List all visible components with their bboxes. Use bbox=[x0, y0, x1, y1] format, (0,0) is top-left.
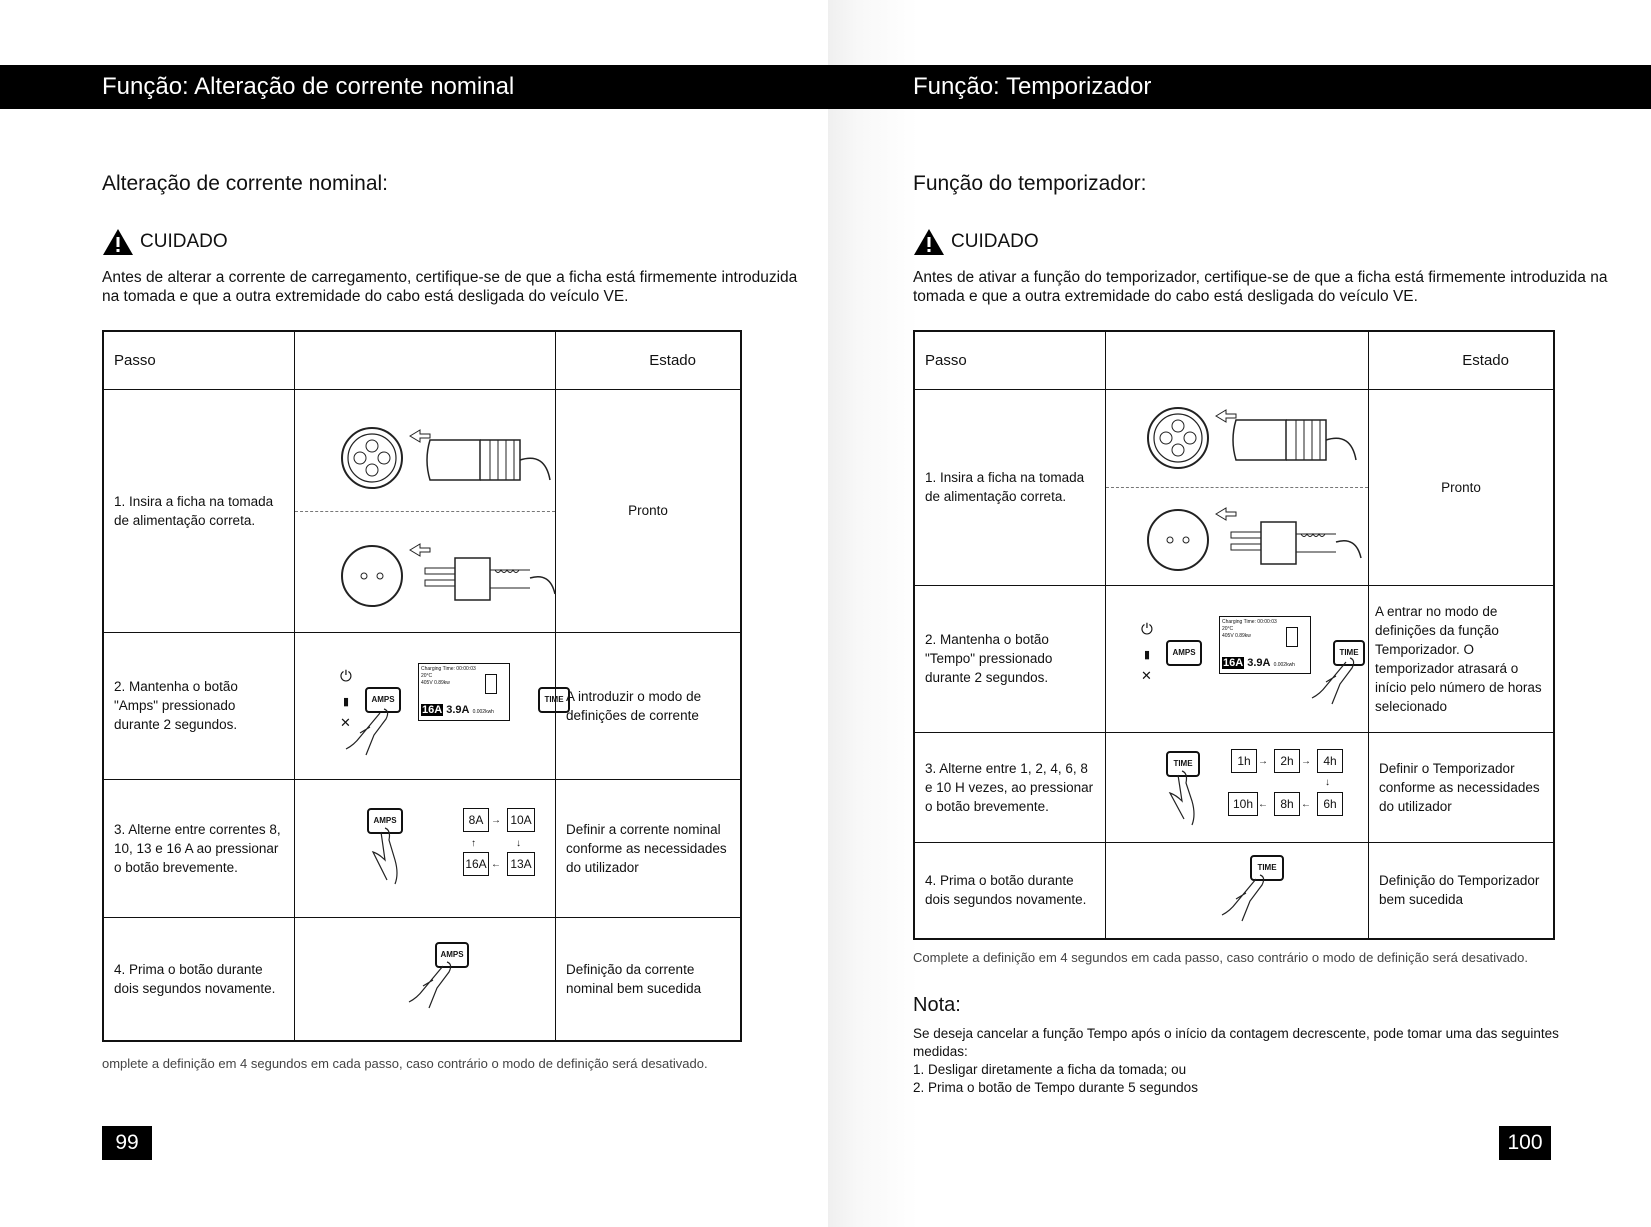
state-text: Pronto bbox=[1369, 389, 1555, 585]
col-header-state: Estado bbox=[1369, 331, 1555, 389]
col-header-state: Estado bbox=[556, 331, 742, 389]
nota-line: Se deseja cancelar a função Tempo após o início da contagem decrescente, pode tomar uma das seguintes medidas: bbox=[913, 1026, 1559, 1059]
col-header-step: Passo bbox=[103, 331, 295, 389]
display-time: Charging Time: 00:00:03 bbox=[1222, 618, 1277, 625]
lcd-battery-icon bbox=[485, 674, 497, 694]
cycle-8h: 8h bbox=[1274, 792, 1300, 816]
footnote: omplete a definição em 4 segundos em cada passo, caso contrário o modo de definição será desativado. bbox=[102, 1056, 708, 1071]
caution-text: Antes de ativar a função do temporizador, certifique-se de que a ficha está firmemente introduzida na tomada e que a outra extremidade do cabo está desligada do veículo VE. bbox=[913, 269, 1608, 305]
footnote: Complete a definição em 4 segundos em cada passo, caso contrário o modo de definição será desativado. bbox=[913, 950, 1528, 965]
nota-title: Nota: bbox=[913, 994, 961, 1016]
display-time: Charging Time: 00:00:03 bbox=[421, 665, 476, 672]
display-energy: 0.002kwh bbox=[472, 708, 494, 715]
amps-button: AMPS bbox=[367, 808, 403, 834]
step-text: 1. Insira a ficha na tomada de alimentação correta. bbox=[103, 389, 295, 632]
steps-table bbox=[102, 330, 742, 1042]
col-header-image bbox=[295, 331, 556, 389]
step-image bbox=[295, 779, 556, 917]
hand-press-icon bbox=[365, 826, 435, 896]
state-text: Definição da corrente nominal bem sucedida bbox=[556, 917, 742, 1041]
step-text: 2. Mantenha o botão "Tempo" pressionado durante 2 segundos. bbox=[914, 585, 1106, 732]
arrow-right-icon: → bbox=[491, 814, 501, 826]
table-row bbox=[914, 389, 1554, 585]
industrial-plug-icon bbox=[1146, 398, 1366, 478]
arrow-right-icon: → bbox=[1301, 755, 1311, 767]
section-title: Alteração de corrente nominal: bbox=[102, 172, 388, 195]
table-row bbox=[103, 917, 741, 1041]
cycle-8a: 8A bbox=[463, 808, 489, 832]
schuko-plug-icon bbox=[340, 530, 560, 615]
table-row bbox=[914, 585, 1554, 732]
step-image bbox=[295, 917, 556, 1041]
display-energy: 0.002kwh bbox=[1273, 661, 1295, 668]
lcd-display bbox=[418, 663, 510, 721]
step-image bbox=[1106, 389, 1369, 585]
charger-panel bbox=[1141, 616, 1371, 706]
cycle-1h: 1h bbox=[1231, 749, 1257, 773]
caution-heading bbox=[102, 228, 228, 256]
tools-icon: ✕ bbox=[1141, 667, 1152, 683]
state-text: A entrar no modo de definições da função Temporizador. O temporizador atrasará o início pelo número de horas selecionado bbox=[1369, 585, 1555, 732]
step-image bbox=[1106, 732, 1369, 842]
nota-line: 1. Desligar diretamente a ficha da tomada; ou bbox=[913, 1062, 1187, 1077]
arrow-left-icon: ← bbox=[1258, 798, 1268, 810]
amps-button: AMPS bbox=[365, 687, 401, 713]
battery-icon: ▮ bbox=[343, 695, 350, 708]
page-number: 99 bbox=[102, 1126, 152, 1160]
hand-press-icon bbox=[340, 707, 400, 757]
caution-heading bbox=[913, 228, 1039, 256]
caution-label: CUIDADO bbox=[140, 231, 228, 252]
page-header: Função: Alteração de corrente nominal bbox=[0, 65, 828, 109]
charger-panel bbox=[340, 663, 570, 753]
step-image bbox=[295, 389, 556, 632]
cycle-10a: 10A bbox=[507, 808, 535, 832]
page-number: 100 bbox=[1499, 1126, 1551, 1160]
cycle-13a: 13A bbox=[507, 852, 535, 876]
warning-icon bbox=[102, 228, 134, 256]
industrial-plug-icon bbox=[340, 418, 560, 498]
cycle-2h: 2h bbox=[1274, 749, 1300, 773]
cycle-10h: 10h bbox=[1228, 792, 1258, 816]
caution-label: CUIDADO bbox=[951, 231, 1039, 252]
step-image bbox=[1106, 585, 1369, 732]
table-row bbox=[914, 842, 1554, 939]
step-text: 3. Alterne entre correntes 8, 10, 13 e 16 A ao pressionar o botão brevemente. bbox=[103, 779, 295, 917]
display-temp: 20°C bbox=[421, 672, 433, 679]
lcd-battery-icon bbox=[1286, 627, 1298, 647]
arrow-left-icon: ← bbox=[1301, 798, 1311, 810]
arrow-left-icon: ← bbox=[491, 858, 501, 870]
time-button: TIME bbox=[1250, 855, 1284, 881]
caution-text: Antes de alterar a corrente de carregamento, certifique-se de que a ficha está firmemente introduzida na tomada e que a outra extremidade do cabo está desligada do veículo VE. bbox=[102, 269, 798, 305]
nota-body bbox=[913, 1025, 1563, 1097]
time-button: TIME bbox=[1333, 640, 1365, 666]
state-text: Pronto bbox=[556, 389, 742, 632]
hand-press-icon bbox=[403, 960, 463, 1020]
tools-icon: ✕ bbox=[340, 714, 351, 730]
hand-press-icon bbox=[1216, 873, 1276, 929]
state-text: Definir o Temporizador conforme as necessidades do utilizador bbox=[1369, 732, 1555, 842]
section-title: Função do temporizador: bbox=[913, 172, 1147, 195]
step-image bbox=[1106, 842, 1369, 939]
right-page bbox=[828, 0, 1651, 1227]
display-voltage: 405V 0.89kw bbox=[421, 679, 450, 686]
warning-icon bbox=[913, 228, 945, 256]
table-row bbox=[914, 732, 1554, 842]
display-current: 3.9A bbox=[1247, 656, 1271, 669]
display-voltage: 405V 0.89kw bbox=[1222, 632, 1251, 639]
cycle-6h: 6h bbox=[1317, 792, 1343, 816]
table-row bbox=[103, 389, 741, 632]
state-text: Definir a corrente nominal conforme as necessidades do utilizador bbox=[556, 779, 742, 917]
step-text: 2. Mantenha o botão "Amps" pressionado durante 2 segundos. bbox=[103, 632, 295, 779]
arrow-down-icon: ↓ bbox=[516, 837, 521, 849]
state-text: Definição do Temporizador bem sucedida bbox=[1369, 842, 1555, 939]
step-text: 1. Insira a ficha na tomada de alimentação correta. bbox=[914, 389, 1106, 585]
steps-table bbox=[913, 330, 1555, 940]
cycle-16a: 16A bbox=[463, 852, 489, 876]
table-row bbox=[103, 779, 741, 917]
battery-icon: ▮ bbox=[1144, 648, 1151, 661]
amps-button: AMPS bbox=[435, 942, 469, 968]
step-image bbox=[295, 632, 564, 779]
arrow-right-icon: → bbox=[1258, 755, 1268, 767]
state-text: A introduzir o modo de definições de corrente bbox=[556, 632, 742, 779]
step-text: 4. Prima o botão durante dois segundos novamente. bbox=[914, 842, 1106, 939]
cycle-4h: 4h bbox=[1317, 749, 1343, 773]
display-current: 3.9A bbox=[446, 703, 470, 716]
display-amp: 16A bbox=[422, 703, 443, 716]
display-amp: 16A bbox=[1223, 656, 1244, 669]
table-row bbox=[103, 632, 741, 779]
hand-press-icon bbox=[1306, 656, 1366, 706]
display-temp: 20°C bbox=[1222, 625, 1234, 632]
col-header-image bbox=[1106, 331, 1369, 389]
time-button: TIME bbox=[538, 687, 570, 713]
power-icon: ⏻ bbox=[1141, 620, 1153, 638]
step-text: 3. Alterne entre 1, 2, 4, 6, 8 e 10 H vezes, ao pressionar o botão brevemente. bbox=[914, 732, 1106, 842]
arrow-down-icon: ↓ bbox=[1325, 776, 1330, 788]
time-button: TIME bbox=[1166, 751, 1200, 777]
lcd-display bbox=[1219, 616, 1311, 674]
schuko-plug-icon bbox=[1146, 494, 1366, 579]
power-icon: ⏻ bbox=[340, 667, 352, 685]
nota-line: 2. Prima o botão de Tempo durante 5 segundos bbox=[913, 1080, 1198, 1095]
col-header-step: Passo bbox=[914, 331, 1106, 389]
step-text: 4. Prima o botão durante dois segundos novamente. bbox=[103, 917, 295, 1041]
amps-button: AMPS bbox=[1166, 640, 1202, 666]
arrow-up-icon: ↑ bbox=[471, 837, 476, 849]
page-header: Função: Temporizador bbox=[828, 65, 1651, 109]
